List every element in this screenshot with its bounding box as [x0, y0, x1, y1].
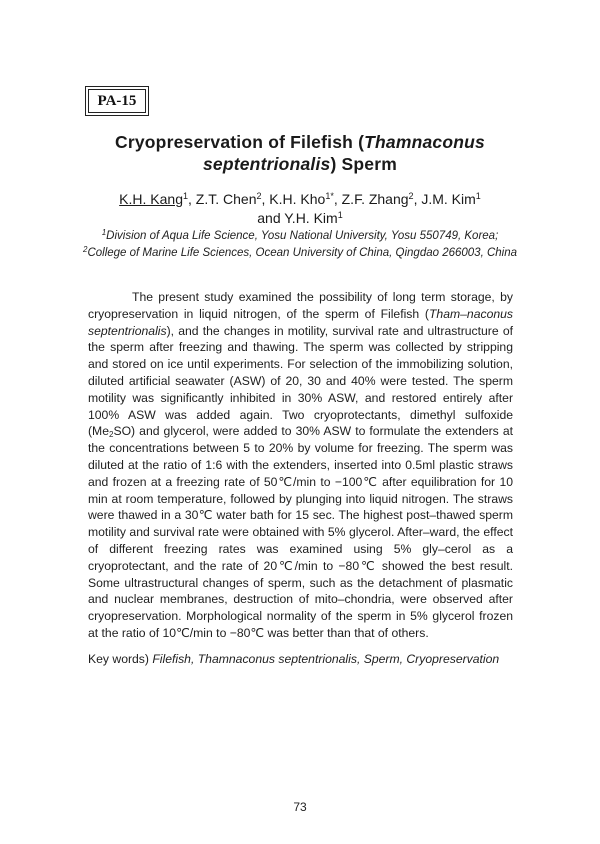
session-code: PA-15: [97, 93, 137, 109]
paper-title: [60, 131, 540, 175]
author-name: Z.T. Chen: [195, 191, 257, 207]
title-species: Thamnaconus septentrionalis: [202, 132, 485, 174]
author-name: J.M. Kim: [421, 191, 476, 207]
author-affil-mark: 1*: [325, 191, 334, 201]
title-part2: ) Sperm: [330, 154, 398, 174]
author-name: K.H. Kho: [269, 191, 326, 207]
affiliation-text: College of Marine Life Sciences, Ocean University of China, Qingdao 266003, China: [87, 246, 518, 259]
keywords-line: [88, 651, 528, 667]
title-part1: Cryopreservation of Filefish (: [115, 132, 365, 152]
author-name: Y.H. Kim: [284, 210, 338, 226]
author-affil-mark: 2: [408, 191, 414, 201]
page-number: 73: [293, 800, 307, 814]
abstract-text: The present study examined the possibility of long term storage, by cryopreservation in liquid nitrogen, of the sperm of Filefish (: [88, 290, 513, 321]
abstract-species: Tham–naconus septentrionalis: [88, 306, 513, 338]
author-conjunction: and: [257, 210, 281, 226]
author-affil-mark: 2: [256, 191, 262, 201]
affiliations: [80, 228, 520, 261]
affil-mark: 2: [82, 244, 88, 254]
abstract-text: ), and the changes in motility, survival rate and ultrastructure of the sperm after freezing and thawing. The sperm was collected by stripping and stored on ice until experiments. For selection of the immobilizing solution, diluted artificial seawater (ASW) of 20, 30 and 40% were tested. The sperm motility was significantly inhibited in 30% ASW, and restored entirely after 100% ASW was added again. Two cryoprotectants, dimethyl sulfoxide (Me: [88, 323, 513, 439]
author-list: K.H. Kang$^1$, Z.T. Chen$^2$, K.H. Kho$^{1*}$, Z.F. Zhang$^2$, J.M. Kim$^1$ and Y.H. Kim$^1$: [119, 191, 481, 226]
keywords-terms: Filefish, Thamnaconus septentrionalis, Sperm, Cryopreservation: [152, 652, 500, 666]
abstract-paragraph: [88, 289, 513, 642]
keywords-label: Key words): [88, 652, 149, 666]
affiliation-text: Division of Aqua Life Science, Yosu National University, Yosu 550749, Korea;: [106, 230, 499, 242]
abstract-subscript: 2: [109, 430, 114, 440]
author-name: K.H. Kang: [119, 191, 183, 207]
affil-mark: 1: [101, 228, 107, 237]
session-code-box: [88, 89, 146, 113]
author-affil-mark: 1: [183, 191, 189, 201]
author-affil-mark: 1: [337, 210, 343, 220]
abstract-text: SO) and glycerol, were added to 30% ASW to formulate the extenders at the concentrations between 5 to 20% by volume for freezing. The sperm was diluted at the ratio of 1:6 with the extenders, inserted into 0.5ml plastic straws and frozen at a freezing rate of 50℃/min to −100℃ after equilibration for 10 min at room temperature, followed by plunging into liquid nitrogen. The straws were thawed in a 30℃ water bath for 15 sec. The highest post–thawed sperm motility and survival rate were obtained with 5% glycerol. After–ward, the effect of different freezing rates was examined using 5% gly–cerol as a cryoprotectant, and the rate of 20℃/min to −80℃ showed the best result. Some ultrastructural changes of sperm, such as the detachment of plasmatic and nuclear membranes, destruction of mito–chondria, were observed after cryopreservation. Morphological normality of the sperm in 5% glycerol frozen at the ratio of 10℃/min to −80℃ was better than that of others.: [88, 424, 513, 640]
author-affil-mark: 1: [475, 191, 481, 201]
author-name: Z.F. Zhang: [341, 191, 409, 207]
